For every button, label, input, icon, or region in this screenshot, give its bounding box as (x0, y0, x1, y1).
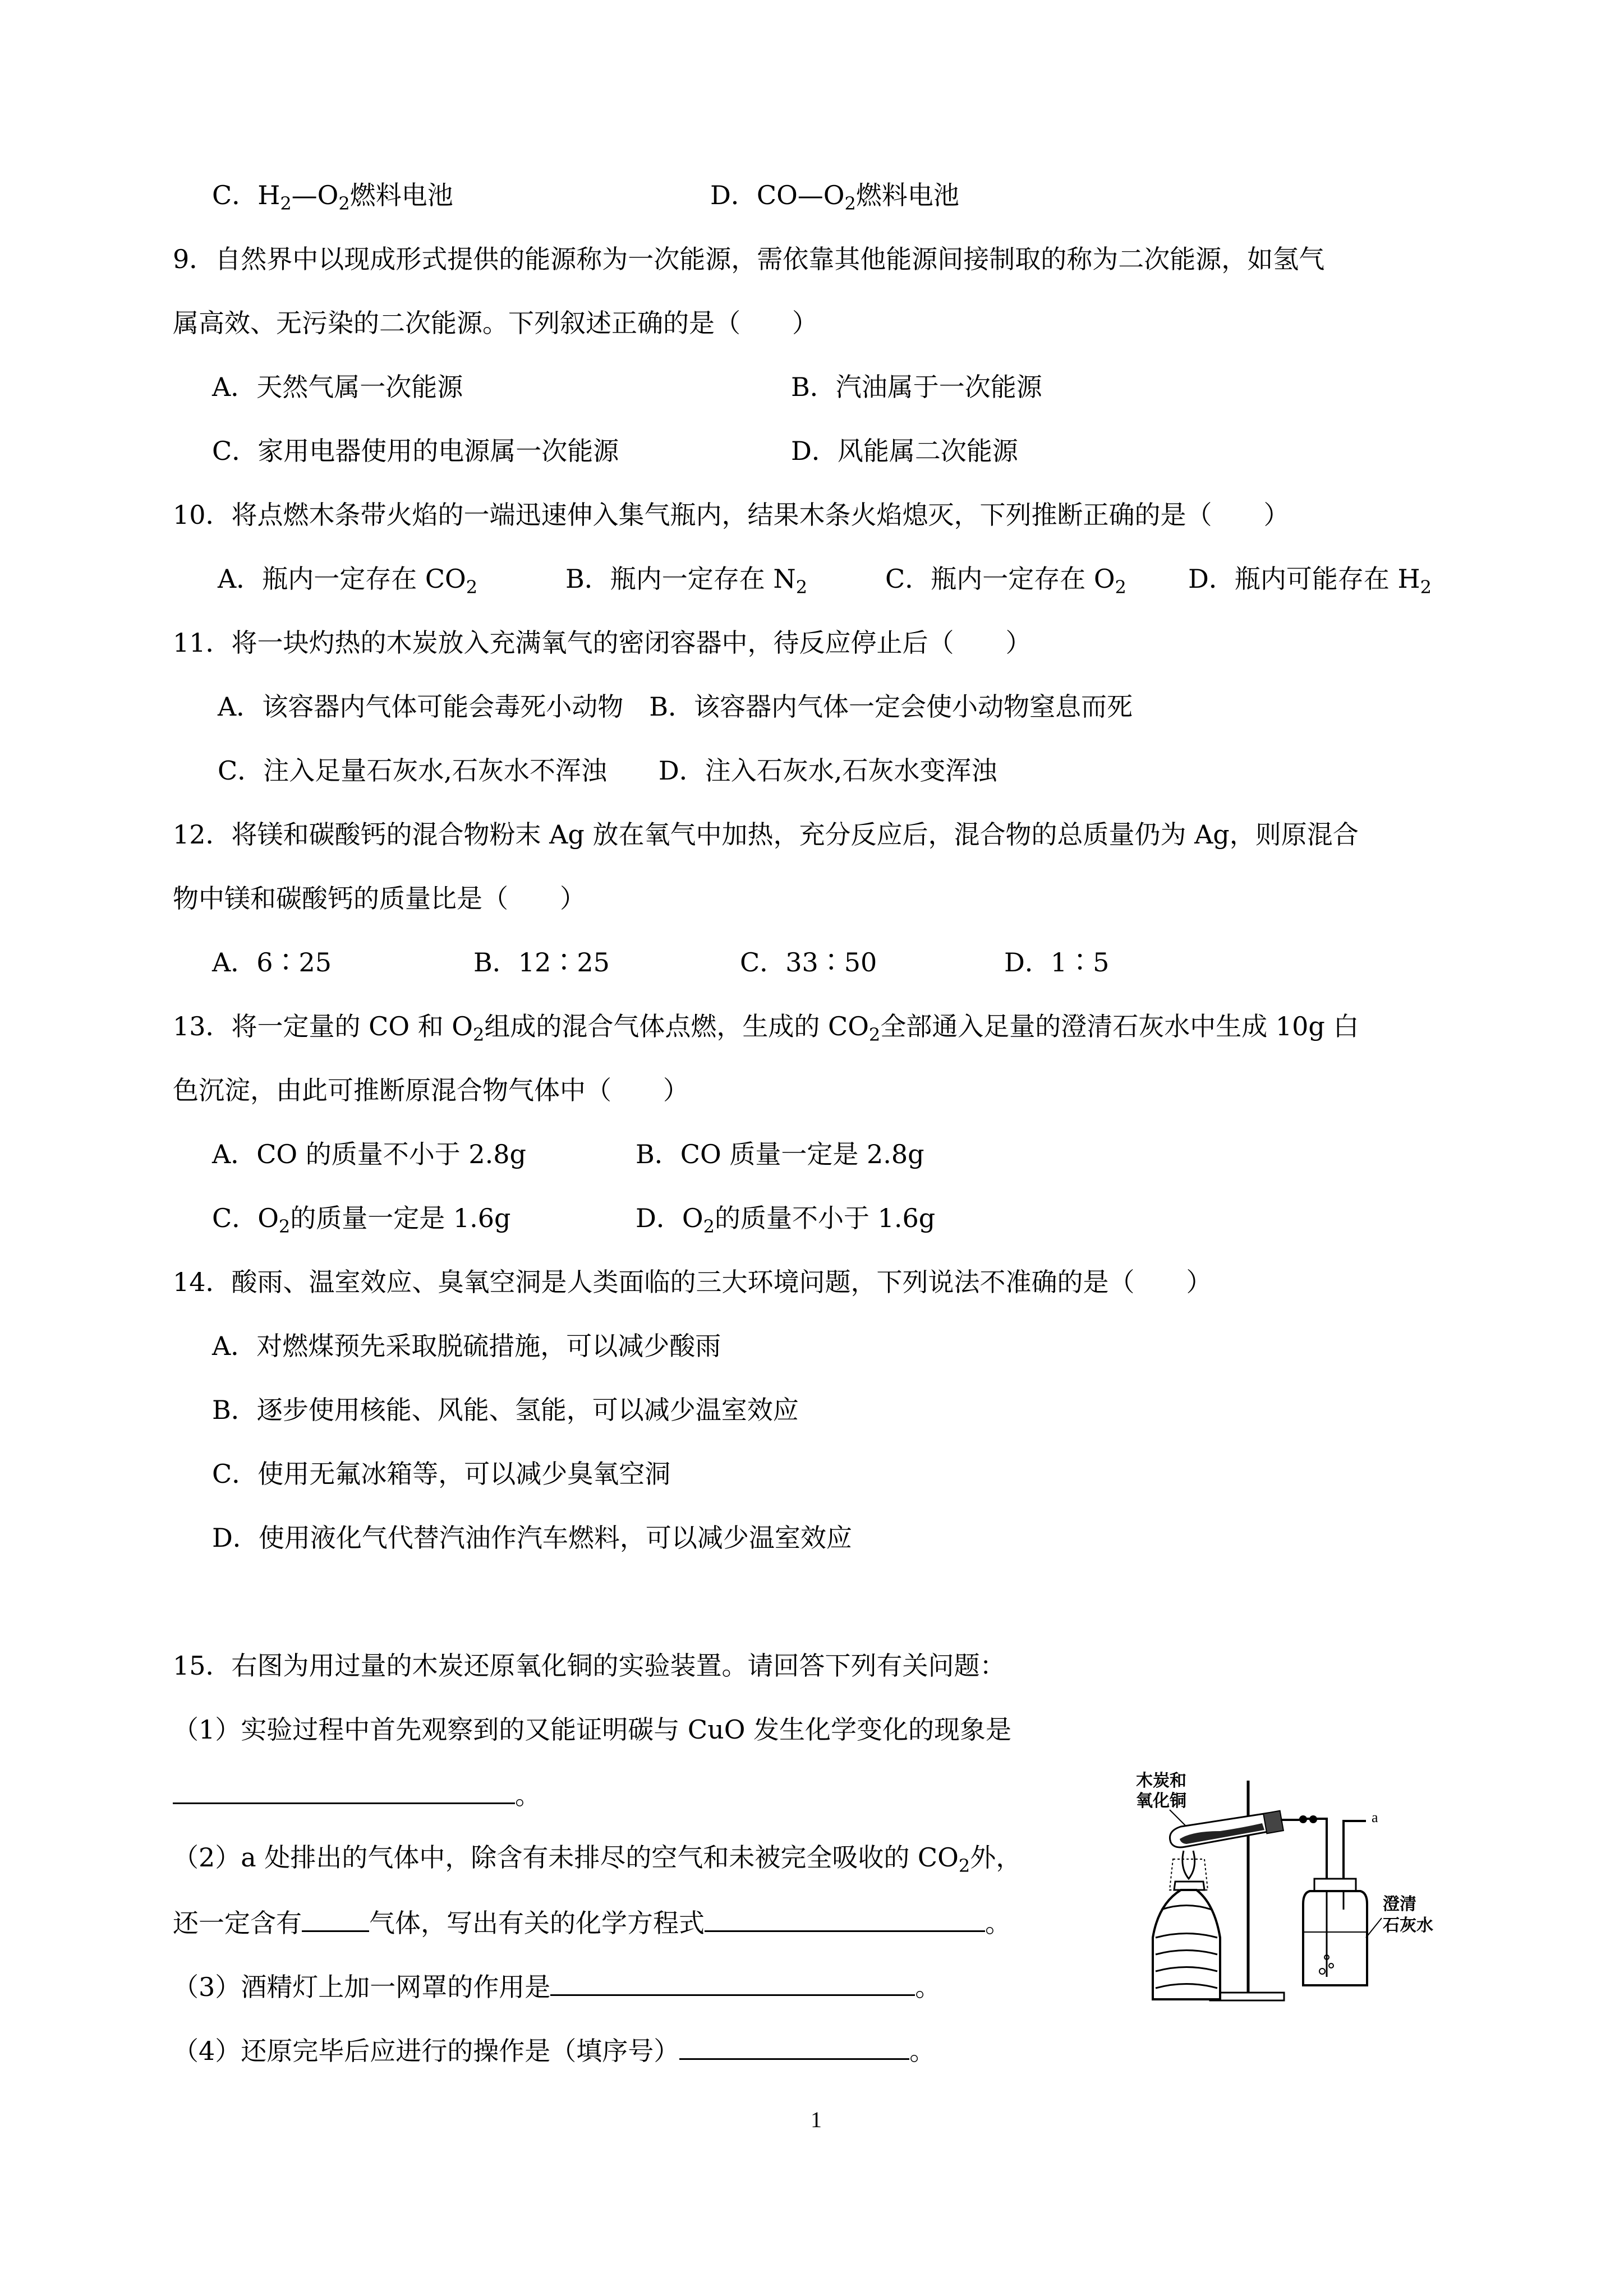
alcohol-lamp (1153, 1851, 1220, 1999)
label-charcoal-cuo-line2: 氧化铜 (1136, 1791, 1186, 1811)
q12-stem-line1: 12．将镁和碳酸钙的混合物粉末 Ag 放在氧气中加热，充分反应后，混合物的总质量仍为 Ag，则原混合 (173, 819, 1359, 850)
q15-part2-line2: 还一定含有 气体，写出有关的化学方程式 。 (173, 1905, 1011, 1940)
q15-part4: （4）还原完毕后应进行的操作是（填序号） 。 (173, 2032, 935, 2068)
test-tube (1170, 1811, 1283, 1847)
page-number: 1 (811, 2107, 822, 2132)
q9-option-d: D．风能属二次能源 (791, 436, 1018, 466)
q10-stem: 10．将点燃木条带火焰的一端迅速伸入集气瓶内，结果木条火焰熄灭，下列推断正确的是（ ） (173, 500, 1290, 530)
label-outlet-a: a (1372, 1809, 1378, 1825)
q12-option-d: D．1∶5 (1004, 947, 1110, 978)
q9-options-ab (212, 370, 1042, 404)
q11-options-cd: C．注入足量石灰水,石灰水不浑浊 D．注入石灰水,石灰水变浑浊 (218, 755, 997, 786)
q14-option-b: B．逐步使用核能、风能、氢能，可以减少温室效应 (212, 1395, 799, 1425)
q13-options-ab (212, 1137, 924, 1171)
q10-options (218, 562, 1432, 598)
limewater-bottle (1303, 1879, 1382, 1985)
answer-blank-1[interactable] (173, 1777, 515, 1804)
q13-option-a: A．CO 的质量不小于 2.8g (212, 1139, 526, 1169)
q9-option-c: C．家用电器使用的电源属一次能源 (212, 436, 619, 466)
q12-options (212, 946, 1110, 979)
answer-blank-3[interactable] (550, 1968, 915, 1996)
q13-option-b: B．CO 质量一定是 2.8g (636, 1139, 924, 1169)
q15-part1: （1）实验过程中首先观察到的又能证明碳与 CuO 发生化学变化的现象是 (173, 1714, 1012, 1745)
q10-option-d: D．瓶内可能存在 $H_2$ (1188, 564, 1432, 598)
label-charcoal-cuo-line1: 木炭和 (1136, 1771, 1186, 1791)
q15-stem: 15．右图为用过量的木炭还原氧化铜的实验装置。请回答下列有关问题： (173, 1650, 1006, 1681)
apparatus-diagram (1136, 1769, 1450, 2011)
q10-option-a: A．瓶内一定存在 $CO_2$ (218, 564, 478, 598)
q11-stem: 11．将一块灼热的木炭放入充满氧气的密闭容器中，待反应停止后（ ） (173, 628, 1032, 658)
q13-stem-line2: 色沉淀，由此可推断原混合物气体中（ ） (173, 1075, 689, 1105)
q15-part3: （3）酒精灯上加一网罩的作用是 。 (173, 1968, 941, 2004)
q9-option-b: B．汽油属于一次能源 (791, 372, 1042, 402)
label-limewater-line1: 澄清 (1383, 1894, 1416, 1914)
delivery-tube (1281, 1809, 1378, 1890)
q9-option-a: A．天然气属一次能源 (212, 372, 463, 402)
answer-blank-2b[interactable] (705, 1905, 985, 1932)
q13-stem-line1: 13．将一定量的 CO 和 $O_2$组成的混合气体点燃，生成的 $CO_2$全部通入足量的澄清石灰水中生成 10g 白 (173, 1011, 1359, 1045)
q13-option-d: D．$O_2$的质量不小于 1.6g (636, 1203, 936, 1237)
q12-option-b: B．12∶25 (473, 947, 610, 978)
q8-options-cd (212, 178, 959, 214)
q14-option-c: C．使用无氟冰箱等，可以减少臭氧空洞 (212, 1459, 671, 1489)
q10-option-c: C．瓶内一定存在 $O_2$ (885, 564, 1126, 598)
q8-option-d: D．$CO—O_2$燃料电池 (710, 180, 959, 214)
q9-options-cd (212, 434, 1018, 468)
q14-stem: 14．酸雨、温室效应、臭氧空洞是人类面临的三大环境问题，下列说法不准确的是（ ） (173, 1267, 1212, 1297)
answer-blank-4[interactable] (679, 2032, 909, 2060)
q10-option-b: B．瓶内一定存在 $N_2$ (565, 564, 808, 598)
q13-option-c: C．$O_2$的质量一定是 1.6g (212, 1203, 511, 1237)
q12-option-c: C．33∶50 (740, 947, 877, 978)
answer-blank-2a[interactable] (302, 1905, 369, 1932)
q11-options-ab: A．该容器内气体可能会毒死小动物 B．该容器内气体一定会使小动物窒息而死 (218, 691, 1133, 722)
q9-stem-line1: 9．自然界中以现成形式提供的能源称为一次能源，需依靠其他能源间接制取的称为二次能源，如氢气 (173, 244, 1325, 274)
q13-options-cd (212, 1201, 936, 1237)
q8-option-c: C．$H_2—O_2$燃料电池 (212, 180, 453, 214)
q14-option-d: D．使用液化气代替汽油作汽车燃料，可以减少温室效应 (212, 1523, 852, 1553)
q9-stem-line2: 属高效、无污染的二次能源。下列叙述正确的是（ ） (173, 308, 818, 338)
q15-part1-answer: 。 (173, 1777, 541, 1812)
q12-option-a: A．6∶25 (212, 947, 332, 978)
q12-stem-line2: 物中镁和碳酸钙的质量比是（ ） (173, 883, 586, 914)
q15-part2-line1: （2）a 处排出的气体中，除含有未排尽的空气和未被完全吸收的 $CO_2$外， (173, 1842, 1022, 1877)
label-limewater-line2: 石灰水 (1383, 1916, 1433, 1935)
q14-option-a: A．对燃煤预先采取脱硫措施，可以减少酸雨 (212, 1331, 721, 1361)
